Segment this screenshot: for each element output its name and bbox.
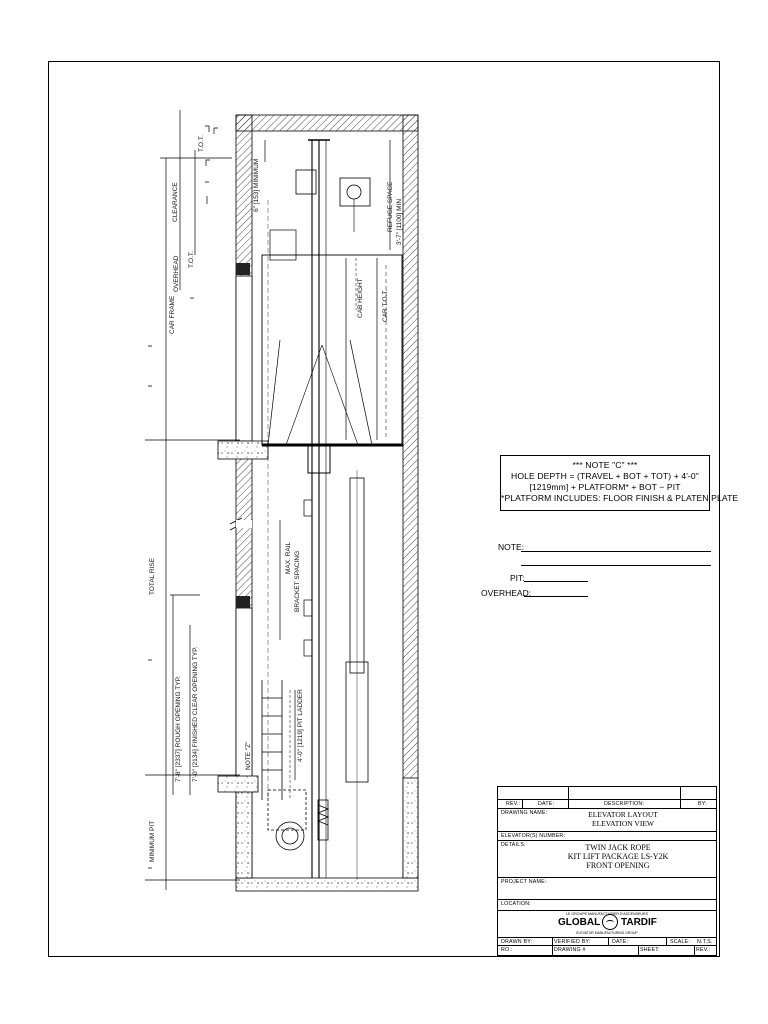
note-c-title: *** NOTE "C" *** (572, 460, 638, 470)
note-c-box (500, 455, 739, 511)
guide-rail-and-jacks (268, 140, 370, 880)
note-line-2 (521, 565, 711, 566)
company-logo-row (498, 910, 716, 937)
note-line-1 (521, 551, 711, 552)
label-minimum-pit: MINIMUM PIT (149, 820, 156, 862)
title-block (497, 786, 717, 956)
logo-left: GLOBAL (558, 917, 601, 928)
label-tot-mid: T.O.T. (188, 251, 195, 268)
label-rough-opening: 7'-8" [2337] ROUGH OPENING TYP. (175, 676, 182, 782)
note-c-line3: *PLATFORM INCLUDES: FLOOR FINISH & PLATEN PLATE (501, 493, 739, 503)
label-refuge-dim: 3'-7" [1100] MIN (396, 198, 403, 245)
note-label: NOTE: (498, 542, 524, 552)
revision-header-row (498, 787, 716, 799)
date-label: DATE: (538, 801, 555, 807)
label-clearance: CLEARANCE (172, 182, 179, 222)
overhead-line (524, 596, 588, 597)
verified-by-label: VERIFIED BY: (554, 939, 591, 945)
drawing-name-label: DRAWING NAME: (501, 810, 548, 816)
note-c-line2: [1219mm] + PLATFORM* + BOT − PIT (529, 482, 681, 492)
label-max-rail: MAX. RAIL (285, 541, 292, 574)
pit-label: PIT: (510, 573, 525, 583)
ro-label: RO.: (501, 947, 513, 953)
date2-label: DATE: (612, 939, 629, 945)
company-top: LE GROUPE MANUFACTURIER D'ASCENSEURS (566, 912, 648, 916)
details-3: FRONT OPENING (586, 861, 650, 870)
note-c-line1: HOLE DEPTH = (TRAVEL + BOT + TOT) + 4'-0" (511, 471, 699, 481)
details-label: DETAILS: (501, 842, 526, 848)
revision-label-row (498, 799, 716, 808)
sheet-label: SHEET: (640, 947, 660, 953)
logo-right: TARDIF (621, 917, 657, 928)
vertical-labels (149, 135, 403, 862)
drawing-name-2: ELEVATION VIEW (591, 818, 654, 828)
company-bottom: ELEVATOR MANUFACTURING GROUP (576, 931, 638, 935)
elevator-number-label: ELEVATOR(S) NUMBER: (501, 833, 566, 839)
label-finished-opening: 7'-0" [2134] FINISHED CLEAR OPENING TYP. (192, 646, 199, 782)
drawing-name-row (498, 808, 716, 831)
scale-value: N.T.S. (697, 939, 713, 945)
elevator-number-row (498, 831, 716, 840)
drawing-no-label: DRAWING # (554, 947, 586, 953)
label-minimum-top: 6" [153] MINIMUM (253, 158, 260, 212)
label-tot-top: T.O.T. (198, 135, 205, 152)
project-name-row (498, 877, 716, 899)
rev2-label: REV.: (696, 947, 711, 953)
label-cab-height: CAB HEIGHT (357, 278, 364, 318)
pit-line (524, 581, 588, 582)
location-label: LOCATION: (501, 901, 531, 907)
drawing-number-row (498, 945, 716, 956)
company-logo-icon (602, 914, 618, 930)
label-car-frame: CAR FRAME (169, 295, 176, 334)
overhead-label: OVERHEAD: (481, 588, 532, 598)
elevator-car (262, 230, 403, 445)
label-car-tot: CAR T.O.T. (382, 289, 389, 322)
details-1: TWIN JACK ROPE (585, 843, 651, 852)
label-note-z: NOTE "Z" (245, 741, 252, 770)
label-overhead: OVERHEAD (173, 255, 180, 292)
drawn-by-row (498, 937, 716, 945)
label-refuge-space: REFUGE SPACE (387, 181, 394, 232)
scale-label: SCALE: (670, 939, 691, 945)
details-2: KIT LIFT PACKAGE LS-Y2K (567, 852, 669, 861)
drawn-by-label: DRAWN BY: (501, 939, 533, 945)
project-name-label: PROJECT NAME: (501, 879, 547, 885)
rev-label: REV.: (506, 801, 521, 807)
description-label: DESCRIPTION: (604, 801, 645, 807)
by-label: BY: (698, 801, 707, 807)
label-bracket-spacing: BRACKET SPACING (294, 550, 301, 612)
details-row (498, 840, 716, 877)
location-row (498, 899, 716, 910)
drawing-name-1: ELEVATOR LAYOUT (588, 810, 658, 819)
label-pit-ladder: 4'-0" [1219] PIT LADDER (297, 689, 304, 762)
label-total-rise: TOTAL RISE (149, 557, 156, 595)
